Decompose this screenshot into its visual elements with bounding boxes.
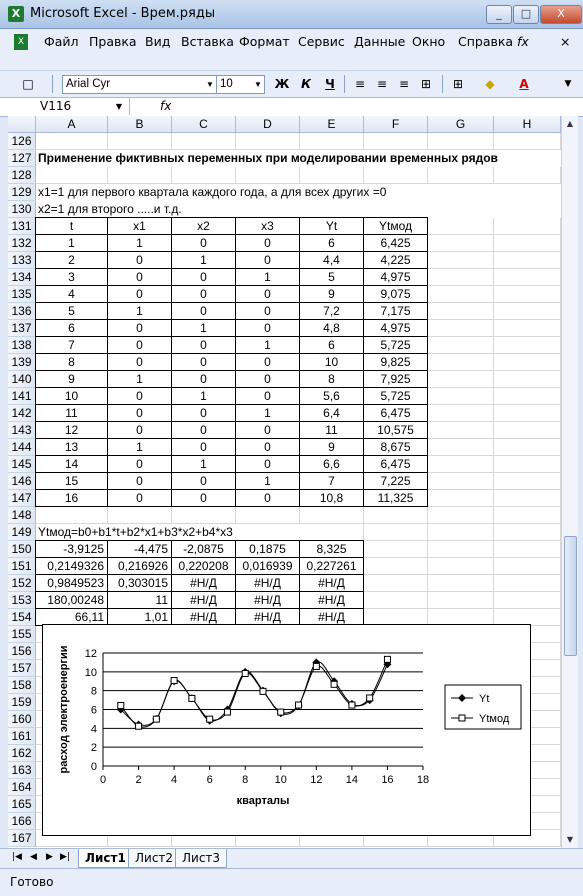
table-cell[interactable]: 0 (107, 353, 172, 371)
merge-center-icon[interactable]: ⊞ (420, 77, 432, 91)
regression-cell[interactable]: #Н/Д (235, 591, 300, 609)
table-cell[interactable]: 0 (107, 251, 172, 269)
row-header[interactable]: 137 (8, 320, 36, 337)
table-cell[interactable]: 0 (235, 234, 300, 252)
data-point-ytmod (153, 716, 159, 722)
data-point-ytmod (224, 709, 230, 715)
row-header[interactable]: 147 (8, 490, 36, 507)
table-header-cell[interactable]: x1 (107, 217, 172, 235)
row-header[interactable]: 133 (8, 252, 36, 269)
row-header[interactable]: 160 (8, 711, 36, 728)
table-cell[interactable]: 5,725 (363, 336, 428, 354)
align-right-icon[interactable]: ≡ (398, 77, 410, 91)
data-point-ytmod (367, 695, 373, 701)
tab-sheet1[interactable]: Лист1 (78, 849, 133, 868)
window-title: Microsoft Excel - Врем.ряды (30, 6, 216, 21)
legend-label-yt: Yt (479, 693, 490, 705)
y-tick-label: 10 (84, 666, 97, 679)
x-tick-label: 14 (345, 774, 359, 786)
regression-cell[interactable]: #Н/Д (171, 574, 236, 592)
table-cell[interactable]: 0 (171, 438, 236, 456)
regression-cell[interactable]: #Н/Д (299, 608, 364, 626)
toolbar-separator (52, 75, 53, 93)
menu-help[interactable]: Справка (458, 34, 514, 49)
table-cell[interactable]: 6 (299, 234, 364, 252)
x-tick-label: 0 (99, 774, 107, 786)
toolbar-gap (0, 55, 583, 70)
table-cell[interactable]: 6,4 (299, 404, 364, 422)
note-cell[interactable]: x1=1 для первого квартала каждого года, а для всех других =0 (36, 184, 561, 201)
table-cell[interactable]: 5,725 (363, 387, 428, 405)
table-cell[interactable]: 2 (35, 251, 108, 269)
font-size-box[interactable] (216, 75, 265, 94)
table-cell[interactable]: 0 (171, 404, 236, 422)
table-cell[interactable]: 9 (299, 438, 364, 456)
row-header[interactable]: 131 (8, 218, 36, 235)
row-header[interactable]: 130 (8, 201, 36, 218)
table-cell[interactable]: 10,575 (363, 421, 428, 439)
table-cell[interactable]: 8 (35, 353, 108, 371)
table-cell[interactable]: 1 (171, 319, 236, 337)
model-formula-cell[interactable]: Ytмод=b0+b1*t+b2*x1+b3*x2+b4*x3 (36, 524, 356, 541)
regression-cell[interactable]: 180,00248 (35, 591, 108, 609)
row-header[interactable]: 155 (8, 626, 36, 643)
row-header[interactable]: 153 (8, 592, 36, 609)
table-cell[interactable]: 1 (107, 302, 172, 320)
table-cell[interactable]: 8 (299, 370, 364, 388)
table-cell[interactable]: 0 (107, 319, 172, 337)
row-header[interactable]: 165 (8, 796, 36, 813)
x-tick-label: 18 (416, 774, 430, 786)
data-point-ytmod (118, 702, 124, 708)
chevron-down-icon[interactable]: ▼ (206, 80, 214, 89)
table-cell[interactable]: 13 (35, 438, 108, 456)
minimize-button[interactable]: _ (486, 5, 512, 24)
row-header[interactable]: 134 (8, 269, 36, 286)
table-cell[interactable]: 0 (235, 421, 300, 439)
table-cell[interactable]: 0 (235, 489, 300, 507)
menu-file[interactable]: Файл (44, 34, 79, 49)
table-cell[interactable]: 8,675 (363, 438, 428, 456)
italic-button[interactable]: К (301, 77, 311, 91)
x-tick-label: 12 (310, 774, 323, 786)
data-point-ytmod (349, 702, 355, 708)
menu-format[interactable]: Формат (239, 34, 290, 49)
note-cell[interactable]: x2=1 для второго .....и т.д. (36, 201, 561, 218)
menu-insert[interactable]: Вставка (181, 34, 234, 49)
font-name-value: Arial Cyr (66, 78, 111, 90)
font-color-icon[interactable]: A (519, 77, 529, 91)
y-axis-label: расход электроенергии (58, 645, 70, 774)
vertical-scrollbar[interactable] (561, 116, 578, 848)
table-cell[interactable]: 0 (171, 353, 236, 371)
column-header-D[interactable]: D (236, 116, 300, 133)
table-cell[interactable]: 9 (35, 370, 108, 388)
table-cell[interactable]: 0 (171, 234, 236, 252)
scroll-down-icon[interactable]: ▼ (566, 835, 574, 844)
menu-edit[interactable]: Правка (89, 34, 137, 49)
table-cell[interactable]: 1 (235, 404, 300, 422)
table-cell[interactable]: 0 (235, 387, 300, 405)
name-box-value: V116 (40, 99, 72, 113)
table-cell[interactable]: 7 (35, 336, 108, 354)
data-point-ytmod (384, 656, 390, 662)
y-tick-label: 6 (90, 704, 97, 717)
next-sheet-icon[interactable]: ▶ (46, 852, 53, 862)
table-cell[interactable]: 0 (235, 438, 300, 456)
row-header[interactable]: 145 (8, 456, 36, 473)
table-cell[interactable]: 0 (107, 455, 172, 473)
row-header[interactable]: 149 (8, 524, 36, 541)
align-left-icon[interactable]: ≡ (354, 77, 366, 91)
row-header[interactable]: 163 (8, 762, 36, 779)
chevron-down-icon[interactable]: ▼ (115, 102, 123, 111)
table-cell[interactable]: 6,475 (363, 404, 428, 422)
table-header-cell[interactable]: x3 (235, 217, 300, 235)
row-header[interactable]: 158 (8, 677, 36, 694)
x-tick-label: 16 (381, 774, 394, 786)
data-point-ytmod (331, 681, 337, 687)
underline-button[interactable]: Ч (325, 77, 335, 91)
y-tick-label: 4 (90, 723, 97, 736)
document-icon[interactable]: X (14, 34, 28, 50)
table-cell[interactable]: 0 (235, 353, 300, 371)
print-preview-icon[interactable]: □ (22, 77, 34, 91)
table-cell[interactable]: 4 (35, 285, 108, 303)
table-cell[interactable]: 0 (171, 489, 236, 507)
row-header[interactable]: 129 (8, 184, 36, 201)
menu-view[interactable]: Вид (145, 34, 171, 49)
title-bar (0, 0, 583, 29)
table-cell[interactable]: 7 (299, 472, 364, 490)
data-point-ytmod (278, 709, 284, 715)
row-header[interactable]: 159 (8, 694, 36, 711)
row-header[interactable]: 154 (8, 609, 36, 626)
scroll-thumb[interactable] (564, 536, 577, 656)
data-point-ytmod (313, 663, 319, 669)
table-cell[interactable]: 7,175 (363, 302, 428, 320)
formula-bar (0, 97, 583, 117)
worksheet-grid[interactable] (8, 116, 561, 848)
table-cell[interactable]: 1 (35, 234, 108, 252)
font-size-value: 10 (220, 78, 233, 90)
row-header[interactable]: 167 (8, 830, 36, 847)
data-point-ytmod (171, 678, 177, 684)
chevron-down-icon[interactable]: ▼ (254, 80, 262, 89)
table-cell[interactable]: 1 (107, 370, 172, 388)
regression-cell[interactable]: -3,9125 (35, 540, 108, 558)
regression-cell[interactable]: -2,0875 (171, 540, 236, 558)
status-bar (0, 868, 583, 896)
row-header[interactable]: 143 (8, 422, 36, 439)
toolbar-options-icon[interactable]: ▼ (564, 79, 572, 89)
table-cell[interactable]: 0 (107, 387, 172, 405)
table-cell[interactable]: 9 (299, 285, 364, 303)
table-cell[interactable]: 1 (235, 472, 300, 490)
regression-cell[interactable]: 0,9849523 (35, 574, 108, 592)
table-header-cell[interactable]: t (35, 217, 108, 235)
regression-cell[interactable]: 0,216926 (107, 557, 172, 575)
x-tick-label: 2 (135, 774, 142, 786)
table-cell[interactable]: 9,075 (363, 285, 428, 303)
table-cell[interactable]: 10 (299, 353, 364, 371)
table-cell[interactable]: 1 (235, 336, 300, 354)
table-cell[interactable]: 4,975 (363, 268, 428, 286)
table-cell[interactable]: 4,975 (363, 319, 428, 337)
column-header-C[interactable]: C (172, 116, 236, 133)
table-cell[interactable]: 5,6 (299, 387, 364, 405)
table-cell[interactable]: 0 (235, 285, 300, 303)
row-header[interactable]: 138 (8, 337, 36, 354)
table-cell[interactable]: 5 (299, 268, 364, 286)
maximize-button[interactable]: □ (513, 5, 539, 24)
toolbar-separator (344, 75, 345, 93)
table-cell[interactable]: 7,225 (363, 472, 428, 490)
sheet-heading[interactable]: Применение фиктивных переменных при моделировании временных рядов (36, 150, 561, 167)
y-tick-label: 8 (90, 685, 97, 698)
regression-cell[interactable]: 8,325 (299, 540, 364, 558)
table-cell[interactable]: 10 (35, 387, 108, 405)
table-cell[interactable]: 1 (171, 455, 236, 473)
menu-data[interactable]: Данные (354, 34, 406, 49)
table-cell[interactable]: 12 (35, 421, 108, 439)
regression-cell[interactable]: 0,227261 (299, 557, 364, 575)
regression-cell[interactable]: 66,11 (35, 608, 108, 626)
legend-label-ytmod: Ytмод (479, 713, 510, 725)
row-header[interactable]: 162 (8, 745, 36, 762)
row-header[interactable]: 142 (8, 405, 36, 422)
column-header-F[interactable]: F (364, 116, 428, 133)
series-line-yt (121, 662, 388, 726)
toolbar-separator (442, 75, 443, 93)
prev-sheet-icon[interactable]: ◀ (30, 852, 37, 862)
data-point-ytmod (189, 695, 195, 701)
insert-function-icon[interactable]: fx (160, 99, 172, 113)
table-cell[interactable]: 0 (107, 404, 172, 422)
table-cell[interactable]: 0 (171, 421, 236, 439)
series-line-ytmod (121, 659, 388, 727)
table-cell[interactable]: 0 (171, 336, 236, 354)
table-header-cell[interactable]: Yt (299, 217, 364, 235)
borders-icon[interactable]: ⊞ (452, 77, 464, 91)
regression-cell[interactable]: #Н/Д (235, 608, 300, 626)
x-tick-label: 10 (274, 774, 287, 786)
regression-cell[interactable]: 0,2149326 (35, 557, 108, 575)
row-header[interactable]: 140 (8, 371, 36, 388)
chart-area[interactable] (42, 624, 531, 836)
column-header-A[interactable]: A (36, 116, 108, 133)
table-cell[interactable]: 4,4 (299, 251, 364, 269)
table-cell[interactable]: 0 (171, 302, 236, 320)
menu-close-icon[interactable]: × (560, 34, 571, 49)
table-cell[interactable]: 0 (107, 268, 172, 286)
regression-cell[interactable]: #Н/Д (171, 591, 236, 609)
table-cell[interactable]: 1 (171, 251, 236, 269)
row-header[interactable]: 164 (8, 779, 36, 796)
regression-cell[interactable]: #Н/Д (299, 591, 364, 609)
table-cell[interactable]: 6,425 (363, 234, 428, 252)
table-cell[interactable]: 7,2 (299, 302, 364, 320)
table-cell[interactable]: 0 (235, 302, 300, 320)
regression-cell[interactable]: -4,475 (107, 540, 172, 558)
row-header[interactable]: 152 (8, 575, 36, 592)
regression-cell[interactable]: 0,220208 (171, 557, 236, 575)
row-header[interactable]: 150 (8, 541, 36, 558)
table-cell[interactable]: 5 (35, 302, 108, 320)
row-header[interactable]: 132 (8, 235, 36, 252)
row-header[interactable]: 135 (8, 286, 36, 303)
table-cell[interactable]: 0 (235, 455, 300, 473)
regression-cell[interactable]: #Н/Д (235, 574, 300, 592)
data-point-ytmod (242, 670, 248, 676)
row-header[interactable]: 127 (8, 150, 36, 167)
row-header[interactable]: 166 (8, 813, 36, 830)
regression-cell[interactable]: #Н/Д (299, 574, 364, 592)
table-cell[interactable]: 3 (35, 268, 108, 286)
tab-sheet2[interactable]: Лист2 (128, 849, 180, 868)
table-cell[interactable]: 9,825 (363, 353, 428, 371)
table-cell[interactable]: 6 (299, 336, 364, 354)
data-point-ytmod (207, 716, 213, 722)
row-header[interactable]: 148 (8, 507, 36, 524)
regression-cell[interactable]: 0,016939 (235, 557, 300, 575)
function-icon[interactable]: fx (517, 34, 529, 49)
close-button[interactable]: X (540, 5, 582, 24)
table-cell[interactable]: 16 (35, 489, 108, 507)
table-cell[interactable]: 0 (107, 421, 172, 439)
menu-window[interactable]: Окно (412, 34, 446, 49)
table-cell[interactable]: 0 (171, 268, 236, 286)
table-cell[interactable]: 11 (35, 404, 108, 422)
y-tick-label: 12 (84, 648, 97, 660)
last-sheet-icon[interactable]: ▶| (60, 852, 70, 862)
table-cell[interactable]: 4,225 (363, 251, 428, 269)
table-cell[interactable]: 0 (171, 285, 236, 303)
menu-tools[interactable]: Сервис (298, 34, 345, 49)
table-cell[interactable]: 11,325 (363, 489, 428, 507)
regression-cell[interactable]: 1,01 (107, 608, 172, 626)
regression-cell[interactable]: 0,303015 (107, 574, 172, 592)
name-box[interactable] (6, 98, 130, 115)
table-cell[interactable]: 7,925 (363, 370, 428, 388)
row-header[interactable]: 161 (8, 728, 36, 745)
y-tick-label: 2 (90, 742, 97, 755)
font-name-box[interactable] (62, 75, 217, 94)
bold-button[interactable]: Ж (274, 77, 290, 91)
data-point-ytmod (296, 702, 302, 708)
column-header-E[interactable]: E (300, 116, 364, 133)
row-header[interactable]: 139 (8, 354, 36, 371)
table-cell[interactable]: 11 (299, 421, 364, 439)
table-cell[interactable]: 15 (35, 472, 108, 490)
x-tick-label: 8 (242, 774, 249, 786)
tab-sheet3[interactable]: Лист3 (175, 849, 227, 868)
table-cell[interactable]: 1 (107, 438, 172, 456)
table-cell[interactable]: 0 (235, 370, 300, 388)
x-tick-label: 6 (206, 774, 213, 786)
table-cell[interactable]: 10,8 (299, 489, 364, 507)
menu-bar (0, 29, 583, 55)
fill-color-icon[interactable]: ◆ (485, 77, 495, 91)
table-cell[interactable]: 0 (171, 472, 236, 490)
row-header[interactable]: 146 (8, 473, 36, 490)
row-header[interactable]: 156 (8, 643, 36, 660)
table-cell[interactable]: 14 (35, 455, 108, 473)
excel-app-icon[interactable]: X (8, 6, 24, 22)
table-cell[interactable]: 6,6 (299, 455, 364, 473)
row-header[interactable]: 151 (8, 558, 36, 575)
x-axis-label: кварталы (236, 795, 290, 807)
column-header-G[interactable]: G (428, 116, 494, 133)
data-point-ytmod (136, 723, 142, 729)
table-cell[interactable]: 1 (107, 234, 172, 252)
legend-marker-ytmod (459, 715, 465, 721)
row-header[interactable]: 136 (8, 303, 36, 320)
table-cell[interactable]: 0 (235, 319, 300, 337)
table-cell[interactable]: 0 (171, 370, 236, 388)
align-center-icon[interactable]: ≡ (376, 77, 388, 91)
x-tick-label: 4 (171, 774, 178, 786)
regression-cell[interactable]: 0,1875 (235, 540, 300, 558)
table-header-cell[interactable]: Ytмод (363, 217, 428, 235)
line-chart (43, 625, 530, 835)
regression-cell[interactable]: #Н/Д (171, 608, 236, 626)
table-cell[interactable]: 4,8 (299, 319, 364, 337)
sheet-tabs-bar (0, 848, 583, 869)
regression-cell[interactable]: 11 (107, 591, 172, 609)
table-cell[interactable]: 1 (171, 387, 236, 405)
table-header-cell[interactable]: x2 (171, 217, 236, 235)
formatting-toolbar (0, 70, 583, 97)
table-cell[interactable]: 0 (107, 489, 172, 507)
table-cell[interactable]: 0 (107, 336, 172, 354)
select-all-corner[interactable] (8, 116, 36, 133)
table-cell[interactable]: 1 (235, 268, 300, 286)
row-header[interactable]: 144 (8, 439, 36, 456)
status-text: Готово (10, 875, 54, 889)
row-header[interactable]: 141 (8, 388, 36, 405)
table-cell[interactable]: 6 (35, 319, 108, 337)
row-header[interactable]: 157 (8, 660, 36, 677)
column-header-B[interactable]: B (108, 116, 172, 133)
table-cell[interactable]: 0 (107, 285, 172, 303)
table-cell[interactable]: 6,475 (363, 455, 428, 473)
row-header[interactable]: 126 (8, 133, 36, 150)
scroll-up-icon[interactable]: ▲ (566, 119, 574, 128)
column-header-H[interactable]: H (494, 116, 561, 133)
first-sheet-icon[interactable]: |◀ (12, 852, 22, 862)
row-header[interactable]: 128 (8, 167, 36, 184)
table-cell[interactable]: 0 (235, 251, 300, 269)
data-point-ytmod (260, 688, 266, 694)
y-tick-label: 0 (90, 761, 97, 773)
table-cell[interactable]: 0 (107, 472, 172, 490)
